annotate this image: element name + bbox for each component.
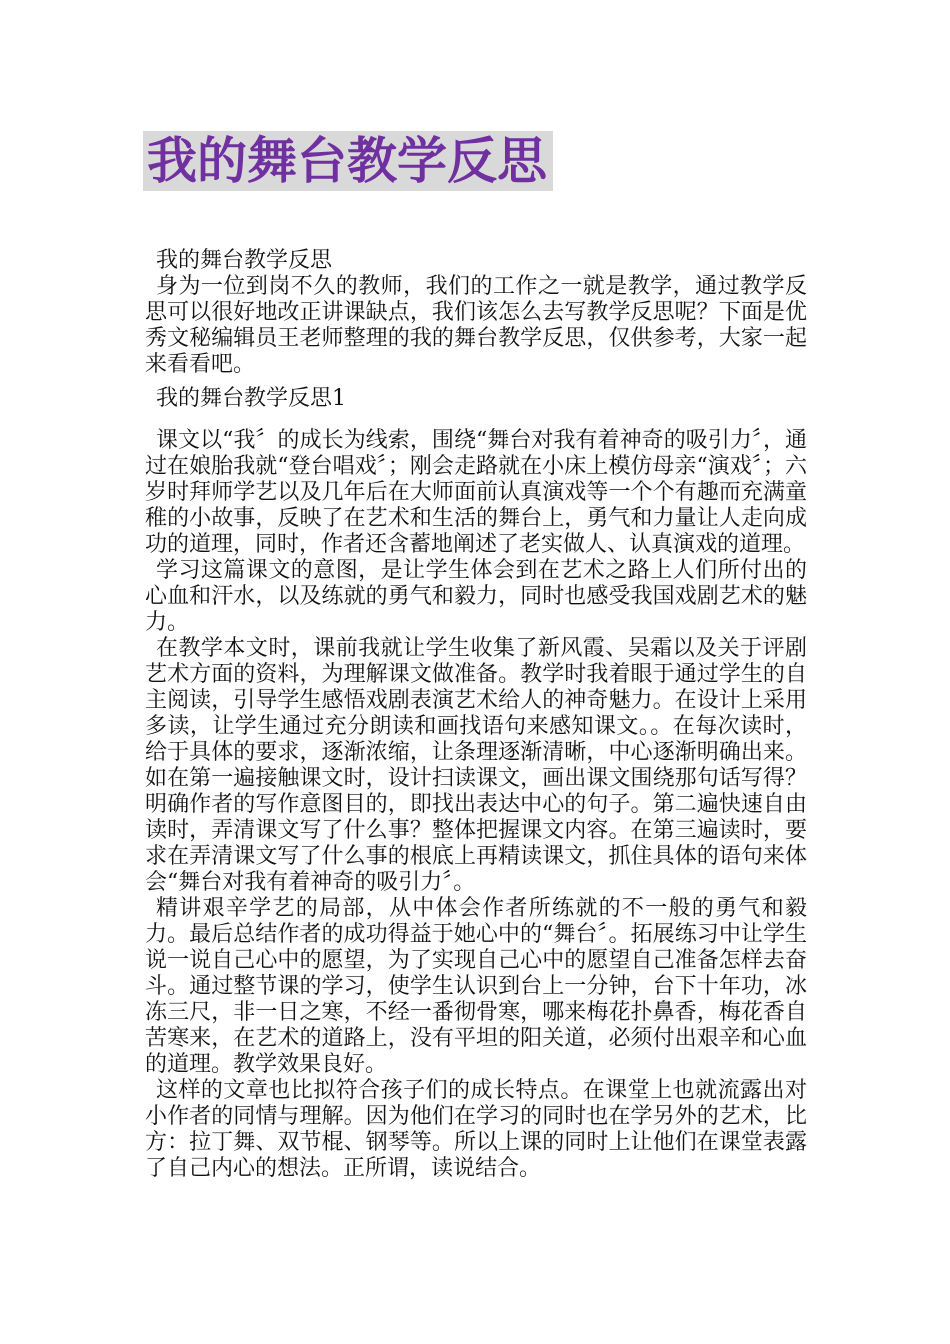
body-paragraph-2: 学习这篇课文的意图，是让学生体会到在艺术之路上人们所付出的心血和汗水，以及练就的勇气和毅力，同时也感受我国戏剧艺术的魅力。: [145, 558, 807, 635]
body-paragraph-1: 课文以“我〞的成长为线索，围绕“舞台对我有着神奇的吸引力〞，通过在娘胎我就“登台唱戏〞；刚会走路就在小床上模仿母亲“演戏〞；六岁时拜师学艺以及几年后在大师面前认真演戏等一个个有趣而充满童稚的小故事，反映了在艺术和生活的舞台上，勇气和力量让人走向成功的道理，同时，作者还含蓄地阐述了老实做人、认真演戏的道理。: [145, 428, 807, 557]
intro-paragraph: 身为一位到岗不久的教师，我们的工作之一就是教学，通过教学反思可以很好地改正讲课缺点，我们该怎么去写教学反思呢？下面是优秀文秘编辑员王老师整理的我的舞台教学反思，仅供参考，大家一起来看看吧。: [145, 274, 807, 377]
body-paragraph-3: 在教学本文时，课前我就让学生收集了新风霞、吴霜以及关于评剧艺术方面的资料，为理解课文做准备。教学时我着眼于通过学生的自主阅读，引导学生感悟戏剧表演艺术给人的神奇魅力。在设计上采用多读，让学生通过充分朗读和画找语句来感知课文。。在每次读时，给于具体的要求，逐渐浓缩，让条理逐渐清晰，中心逐渐明确出来。如在第一遍接触课文时，设计扫读课文，画出课文围绕那句话写得？明确作者的写作意图目的，即找出表达中心的句子。第二遍快速自由读时，弄清课文写了什么事？整体把握课文内容。在第三遍读时，要求在弄清课文写了什么事的根底上再精读课文，抓住具体的语句来体会“舞台对我有着神奇的吸引力〞。: [145, 636, 807, 895]
document-body: [145, 248, 807, 1182]
body-paragraph-4: 精讲艰辛学艺的局部，从中体会作者所练就的不一般的勇气和毅力。最后总结作者的成功得益于她心中的“舞台〞。拓展练习中让学生说一说自己心中的愿望，为了实现自己心中的愿望自己准备怎样去奋斗。通过整节课的学习，使学生认识到台上一分钟，台下十年功，冰冻三尺，非一日之寒，不经一番彻骨寒，哪来梅花扑鼻香，梅花香自苦寒来，在艺术的道路上，没有平坦的阳关道，必须付出艰辛和心血的道理。教学效果良好。: [145, 896, 807, 1077]
body-paragraph-5: 这样的文章也比拟符合孩子们的成长特点。在课堂上也就流露出对小作者的同情与理解。因为他们在学习的同时也在学另外的艺术，比方：拉丁舞、双节棍、钢琴等。所以上课的同时上让他们在课堂表露了自己内心的想法。正所谓，读说结合。: [145, 1078, 807, 1181]
intro-heading: 我的舞台教学反思: [156, 248, 333, 273]
document-title: 我的舞台教学反思: [143, 131, 553, 191]
section-heading: 我的舞台教学反思1: [156, 386, 346, 411]
